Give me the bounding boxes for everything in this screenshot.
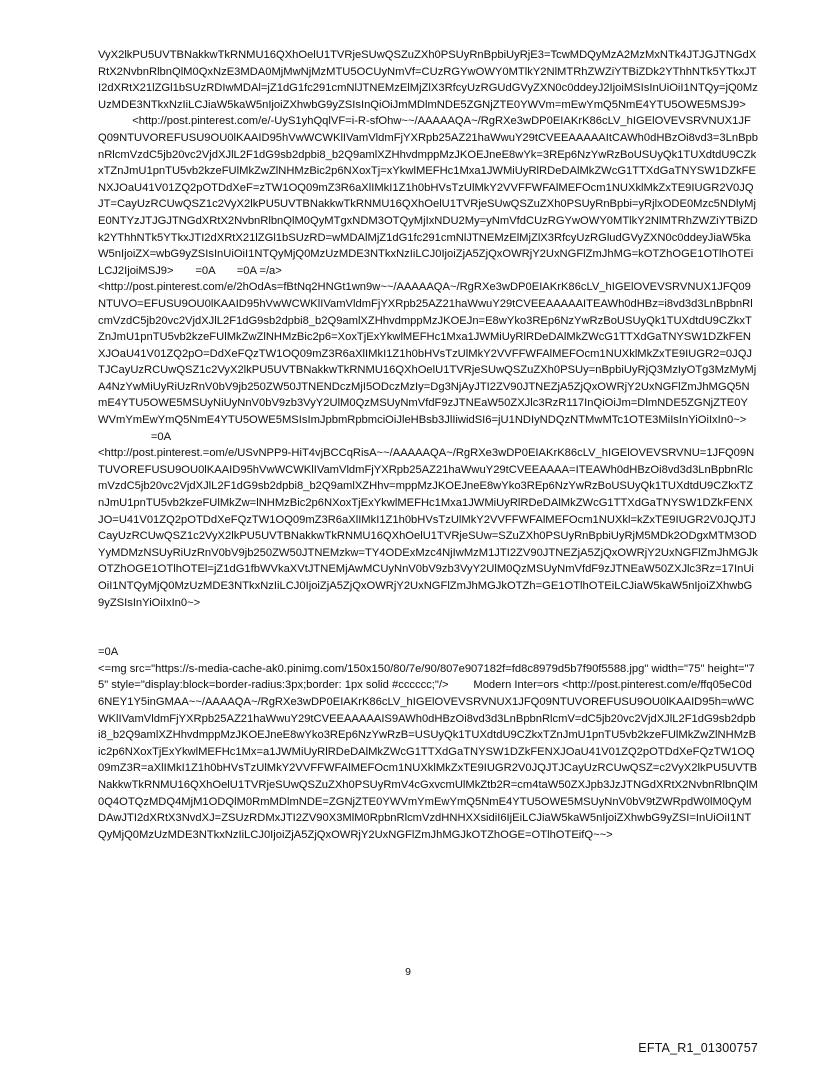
encoded-anchor-close: =0A =/a> xyxy=(236,264,282,277)
encoded-paragraph-3 xyxy=(98,445,758,611)
encoded-paragraph-4 xyxy=(98,644,758,661)
image-caption: Modern Inter=ors xyxy=(473,679,559,692)
encoded-paragraph-1 xyxy=(98,47,758,279)
encoded-text-block: VyX2lkPU5UVTBNakkwTkRNMU16QXhOelU1TVRjeSUwQSZuZXh0PSUyRnBpbiUyRjE3=TcwMDQyMzA2MzMxNTk4JTJGJTNGdXRtX2NvbnRlbnQlM0QxNzE3MDA0MjMwNjMzMTU5OCUyNmVf=CUzRGYwOWY0MTlkY2NlMTRhZWZiYTBiZDk2YThhNTk5YTkxJTI2dXRtX21lZGl1bSUzRDIwMDAl=jZ1dG1fc291cmNlJTNEMzElMjZlX3RfcyUzRGUdGVyZXN0c0ddeyJ2IjoiMSIsInUiOiI1NTQy=jQ0MzUzMDE3NTkxNzIiLCJiaW5kaW5nIjoiZXhwbG9yZSIsInQiOiJmMDlmNDE5ZGNjZTE0YWVm=mEwYmQ5NmE4YTU5OWE5MSJ9> xyxy=(98,49,758,111)
encoded-newline-3: =0A xyxy=(98,646,119,659)
encoded-paragraph-5 xyxy=(98,661,758,844)
pinterest-link-3[interactable]: <http://post.pinterest.=om/e/USvNPP9-HiT4vjBCCqRisA~~/AAAAAQA~/RgRXe3wDP0EIAKrK86cLV_hIGElOVEVSRVNU=1JFQ09NTUVOREFUSU9OU0lKAAID95hVwWCWKlIVamVldmFjYXRpb25AZ21haWwuY29tCVEEAAAA=ITEAWh0dHBzOi8vd3d3LnBpbnRlcmVzdC5jb20vc2VjdXJlL2F1dG9sb2dpbi8_b2Q9amlXZHhv=mppMzJKOEJneE8wYko3REp6NzYwRzBoUSUyQk1TUXdtdU9CZkxTZnJmU1pnTU5vb2kzeFUlMkZw=lNHMzBic2p6NXoxTjExYkwlMEFHc1Mxa1JWMiUyRlRDeDAlMkZWcG1TTXdGaTNYSW1DZkFENXJO=U41V01ZQ2pOTDdXeFQzTW1OQ09mZ3R6aXlIMkI1Z1h0bHVsTzUlMkY2VVFFWFAlMEFOcm1NUXkl=kZxTE9IUGR2V0JQJTJCayUzRCUwQSZ1c2VyX2lkPU5UVTBNakkwTkRNMU16QXhOelU1TVRjeSUw=SZuZXh0PSUyRnBpbiUyRjM5MDk2ODgxMTM3ODYyMDMzNSUyRiUzRnV0bV9jb250ZW50JTNEMzkw=TY4ODExMzc4NjIwMzM1JTI2ZV90JTNEZjA5ZjQxOWRjY2UxNGFlZmJhMGJkOTZhOGE1OTlhOTEl=jZ1dG1fbWVkaXVtJTNEMjAwMCUyNnV0bV9zb3VyY2UlM0QzMSUyNmVfdF9zJTNEaW50ZXJlc3Rz=17InUiOiI1NTQyMjQ0MzUzMDE3NTkxNzIiLCJ0IjoiZjA5ZjQxOWRjY2UxNGFlZmJhMGJkOTZh=GE1OTlhOTEiLCJiaW5kaW5nIjoiZXhwbG9yZSIsInYiOiIxIn0~> xyxy=(98,447,758,609)
pinterest-link-1[interactable]: <http://post.pinterest.com/e/-UyS1yhQqlVF=i-R-sfOhw~~/AAAAAQA~/RgRXe3wDP0EIAKrK86cLV_hIGElOVEVSRVNUX1JFQ09NTUVOREFUSU9OU0lKAAID95hVwWCWKlIVamVldmFjYXRpb25AZ21haWwuY29tCVEEAAAAAItCAWh0dHBzOi8vd3=3LnBpbnRlcmVzdC5jb20vc2VjdXJlL2F1dG9sb2dpbi8_b2Q9amlXZHhvdmppMzJKOEJneE8wYk=3REp6NzYwRzBoUSUyQk1TUXdtdU9CZkxTZnJmU1pnTU5vb2kzeFUlMkZwZlNHMzBic2p6NXoxTj=xYkwlMEFHc1Mxa1JWMiUyRlRDeDAlMkZWcG1TTXdGaTNYSW1DZkFENXJOaU41V01ZQ2pOTDdXeF=zTW1OQ09mZ3R6aXlIMkI1Z1h0bHVsTzUlMkY2VVFFWFAlMEFOcm1NUXklMkZxTE9IUGR2V0JQJT=CayUzRCUwQSZ1c2VyX2lkPU5UVTBNakkwTkRNMU16QXhOelU1TVRjeSUwQSZuZXh0PSUyRnBpbi=yRjlxODE0Mzc5NDlyMjE0NTYzJTJGJTNGdXRtX2NvbnRlbnQlM0QyMTgxNDM3OTQyMjIxNDU2My=yNmVfdCUzRGYwOWY0MTlkY2NlMTRhZWZiYTBiZDk2YThhNTk5YTkxJTI2dXRtX21lZGl1bSUzRD=wMDAlMjZ1dG1fc291cmNlJTNEMzElMjZlX3RfcyUzRGludGVyZXN0c0ddeyJiaW5kaW5nIjoiZX=wbG9yZSIsInUiOiI1NTQyMjQ0MzUzMDE3NTkxNzIiLCJ0IjoiZjA5ZjQxOWRjY2UxNGFlZmJhMG=kOTZhOGE1OTlhOTEiLCJ2IjoiMSJ9> xyxy=(98,115,759,277)
page-number: 9 xyxy=(405,966,411,978)
image-tag-text: <=mg src="https://s-media-cache-ak0.pinimg.com/150x150/80/7e/90/807e907182f=fd8c8979d5b7f90f5588.jpg" width="75" height="75" style="display:block=border-radius:3px;border: 1px solid #cccccc;"/> xyxy=(98,662,755,692)
encoded-paragraph-2 xyxy=(98,279,758,445)
blank-gap xyxy=(98,611,758,644)
email-source-body xyxy=(98,47,758,843)
bates-number: EFTA_R1_01300757 xyxy=(638,1041,758,1055)
pinterest-link-2[interactable]: <http://post.pinterest.com/e/2hOdAs=fBtNq2HNGt1wn9w~~/AAAAAQA~/RgRXe3wDP0EIAKrK86cLV_hIGElOVEVSRVNUX1JFQ09NTUVO=EFUSU9OU0lKAAID95hVwWCWKlIVamVldmFjYXRpb25AZ21haWwuY29tCVEEAAAAAITEAWh0dHBz=i8vd3d3LnBpbnRlcmVzdC5jb20vc2VjdXJlL2F1dG9sb2dpbi8_b2Q9amlXZHhvdmppMzJKOEJn=E8wYko3REp6NzYwRzBoUSUyQk1TUXdtdU9CZkxTZnJmU1pnTU5vb2kzeFUlMkZwZlNHMzBic2p6=XoxTjExYkwlMEFHc1Mxa1JWMiUyRlRDeDAlMkZWcG1TTXdGaTNYSW1DZkFENXJOaU41V01ZQ2pO=DdXeFQzTW1OQ09mZ3R6aXlIMkI1Z1h0bHVsTzUlMkY2VVFFWFAlMEFOcm1NUXklMkZxTE9IUGR2=0JQJTJCayUzRCUwQSZ1c2VyX2lkPU5UVTBNakkwTkRNMU16QXhOelU1TVRjeSUwQSZuZXh0PSUy=nBpbiUyRjQ3MzIyOTg3MzMyMjA4NzYwMiUyRiUzRnV0bV9jb250ZW50JTNENDczMjI5ODczMzIy=Dg3NjAyJTI2ZV90JTNEZjA5ZjQxOWRjY2UxNGFlZmJhMGQ5NmE4YTU5OWE5MSUyNiUyNnV0bV9zb3VyY2UlM0QzMSUyNmVfdF9zJTNEaW50ZXJlc3RzR117InQiOiJm=DlmNDE5ZGNjZTE0YWVmYmEwYmQ5NmE4YTU5OWE5MSIsImJpbmRpbmciOiJleHBsb3JlIiwidSI6=jU1NDIyNDQzNTMwMTc1OTE3MiIsInYiOiIxIn0~> xyxy=(98,281,757,427)
pinterest-link-4[interactable]: <http://post.pinterest.com/e/ffq05eC0d6NEY1Y5inGMAA~~/AAAAQA~/RgRXe3wDP0EIAKrK86cLV_hIGElOVEVSRVNUX1JFQ09NTUVOREFUSU9OU0lKAAID95h=wWCWKlIVamVldmFjYXRpb25AZ21haWwuY29tCVEEAAAAAIS9AWh0dHBzOi8vd3d3LnBpbnRlcmV=dC5jb20vc2VjdXJlL2F1dG9sb2dpbi8_b2Q9amlXZHhvdmppMzJKOEJneE8wYko3REp6NzYwRzB=USUyQk1TUXdtdU9CZkxTZnJmU1pnTU5vb2kzeFUlMkZwZlNHMzBic2p6NXoxTjExYkwlMEFHc1Mx=a1JWMiUyRlRDeDAlMkZWcG1TTXdGaTNYSW1DZkFENXJOaU41V01ZQ2pOTDdXeFQzTW1OQ09mZ3R=aXlIMkI1Z1h0bHVsTzUlMkY2VVFFWFAlMEFOcm1NUXklMkZxTE9IUGR2V0JQJTJCayUzRCUwQSZ=c2VyX2lkPU5UVTBNakkwTkRNMU16QXhOelU1TVRjeSUwQSZuZXh0PSUyRmV4cGxvcmUlMkZtb2R=cm4taW50ZXJpb3JzJTNGdXRtX2NvbnRlbnQlM0Q4OTQzMDQ4MjM1ODQlM0RmMDlmNDE=ZGNjZTE0YWVmYmEwYmQ5NmE4YTU5OWE5MSUyNnV0bV9tZWRpdW0lM0QyMDAwJTI2dXRtX3NvdXJ=ZSUzRDMxJTI2ZV90X3MlM0RpbnRlcmVzdHNHXXsidiI6IjEiLCJiaW5kaW5nIjoiZXhwbG9yZSI=InUiOiI1NTQyMjQ0MzUzMDE3NTkxNzIiLCJ0IjoiZjA5ZjQxOWRjY2UxNGFlZmJhMGJkOTZhOGE=OTlhOTEifQ~~> xyxy=(98,679,758,841)
encoded-newline-2: =0A xyxy=(150,430,172,443)
encoded-newline-1: =0A xyxy=(195,264,215,277)
